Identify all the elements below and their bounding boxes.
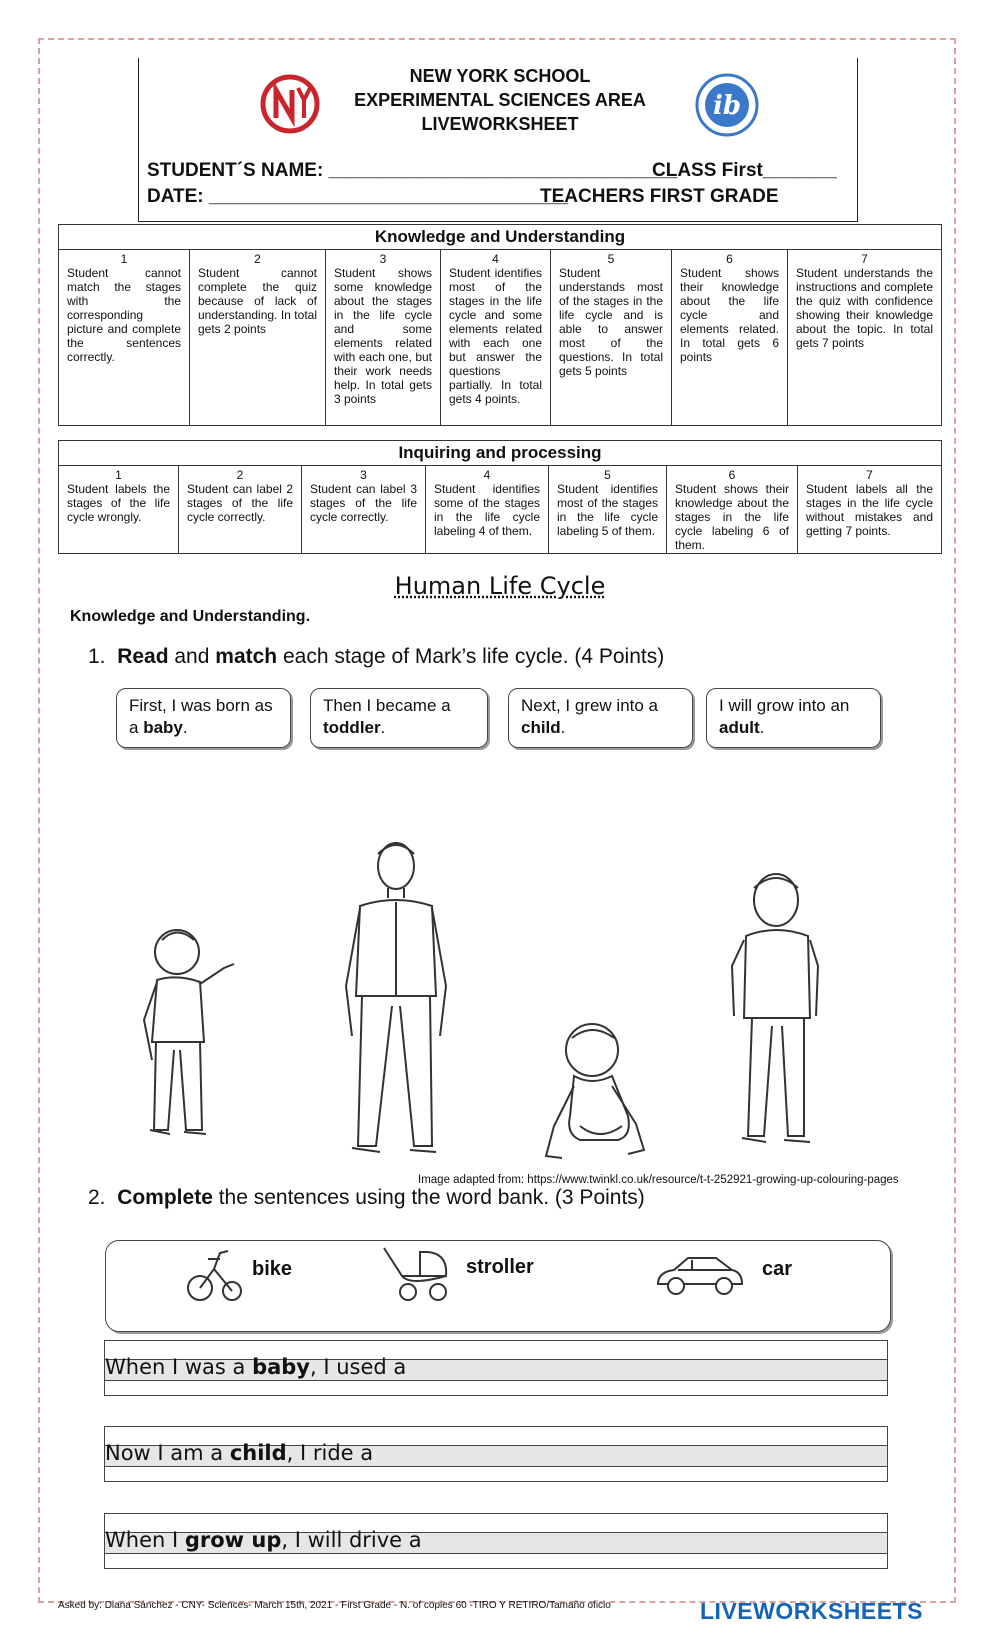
- sentence-2[interactable]: Now I am a child, I ride a: [104, 1426, 888, 1482]
- word-bike[interactable]: bike: [252, 1258, 293, 1280]
- school-logo-icon: [258, 72, 322, 136]
- rubric-knowledge-level-5: 5 Student understands most of the stages in the life cycle and is able to answer most of the questions. In total gets 5 points: [551, 250, 672, 425]
- baby-figure-icon[interactable]: [540, 1016, 650, 1166]
- rubric-knowledge-level-4: 4 Student identifies most of the stages in the life cycle and some elements related with each one but answer the questions partially. In total gets 4 points.: [441, 250, 551, 425]
- car-icon[interactable]: [654, 1252, 744, 1298]
- rubric-knowledge-level-6: 6 Student shows their knowledge about the life cycle and elements related. In total gets 6 points: [672, 250, 788, 425]
- date-field: DATE: __________________________________: [147, 186, 569, 207]
- worksheet-title: Human Life Cycle: [394, 572, 606, 600]
- footer-brand: LIVEWORKSHEETS: [700, 1598, 923, 1624]
- child-figure-icon[interactable]: [718, 866, 830, 1162]
- section-heading: Knowledge and Understanding.: [70, 608, 311, 625]
- word-car[interactable]: car: [762, 1258, 793, 1280]
- rubric-inquiring-level-3: 3 Student can label 3 stages of the life cycle correctly.: [302, 466, 426, 553]
- bike-icon[interactable]: [186, 1243, 244, 1303]
- rubric-inquiring-level-2: 2 Student can label 2 stages of the life cycle correctly.: [179, 466, 302, 553]
- rubric-inquiring-level-4: 4 Student identifies some of the stages in the life cycle labeling 4 of them.: [426, 466, 549, 553]
- class-field: CLASS First_______: [652, 160, 837, 181]
- rubric-inquiring-level-6: 6 Student shows their knowledge about the stages in the life cycle labeling 6 of them.: [667, 466, 798, 553]
- stage-box-child[interactable]: Next, I grew into a child.: [508, 688, 693, 748]
- rubric-knowledge-level-1: 1 Student cannot match the stages with the corresponding picture and complete the sentences correctly.: [59, 250, 190, 425]
- ib-logo-icon: [694, 72, 760, 138]
- stage-box-toddler[interactable]: Then I became a toddler.: [310, 688, 488, 748]
- question-2: 2. Complete the sentences using the word bank. (3 Points): [88, 1186, 645, 1209]
- stage-box-baby[interactable]: First, I was born as a baby.: [116, 688, 291, 748]
- toddler-figure-icon[interactable]: [132, 920, 242, 1160]
- sentence-1[interactable]: When I was a baby, I used a: [104, 1340, 888, 1396]
- rubric-knowledge-level-7: 7 Student understands the instructions and complete the quiz with confidence showing their knowledge about the topic. In total gets 7 points: [796, 252, 933, 350]
- rubric-inquiring-level-7: 7 Student labels all the stages in the life cycle without mistakes and getting 7 points.: [806, 468, 933, 538]
- rubric-inquiring-title: Inquiring and processing: [59, 441, 941, 466]
- ib-logo-text: ib: [712, 91, 742, 121]
- rubric-inquiring: [58, 440, 942, 554]
- rubric-knowledge-level-3: 3 Student shows some knowledge about the stages in the life cycle and some elements related with each one, but their work needs help. In total gets 3 points: [326, 250, 441, 425]
- word-stroller[interactable]: stroller: [466, 1256, 534, 1278]
- adult-figure-icon[interactable]: [332, 836, 460, 1166]
- area-name: EXPERIMENTAL SCIENCES AREA: [354, 90, 646, 110]
- teacher-field: TEACHERS FIRST GRADE: [540, 186, 779, 207]
- footer-note: Asked by: Diana Sánchez - CNY- Sciences- March 15th, 2021 - First Grade - N. of copies 60 -TIRO Y RETIRO/Tamaño oficio: [58, 1600, 611, 1611]
- image-credit: Image adapted from: https://www.twinkl.co.uk/resource/t-t-252921-growing-up-colouring-pages: [418, 1174, 899, 1186]
- student-name-field: STUDENT´S NAME: _________________________________: [147, 160, 678, 181]
- stage-box-adult[interactable]: I will grow into an adult.: [706, 688, 881, 748]
- rubric-knowledge-title: Knowledge and Understanding: [59, 225, 941, 250]
- question-1: 1. Read and match each stage of Mark’s life cycle. (4 Points): [88, 645, 665, 668]
- sheet-name: LIVEWORKSHEET: [421, 114, 579, 134]
- rubric-inquiring-level-5: 5 Student identifies most of the stages in the life cycle labeling 5 of them.: [549, 466, 667, 553]
- rubric-knowledge: [58, 224, 942, 426]
- sentence-3[interactable]: When I grow up, I will drive a: [104, 1513, 888, 1569]
- rubric-knowledge-level-2: 2 Student cannot complete the quiz because of lack of understanding. In total gets 2 points: [190, 250, 326, 425]
- stroller-icon[interactable]: [380, 1240, 458, 1302]
- rubric-inquiring-level-1: 1 Student labels the stages of the life cycle wrongly.: [59, 466, 179, 553]
- school-title: [330, 64, 670, 136]
- school-name: NEW YORK SCHOOL: [409, 66, 591, 86]
